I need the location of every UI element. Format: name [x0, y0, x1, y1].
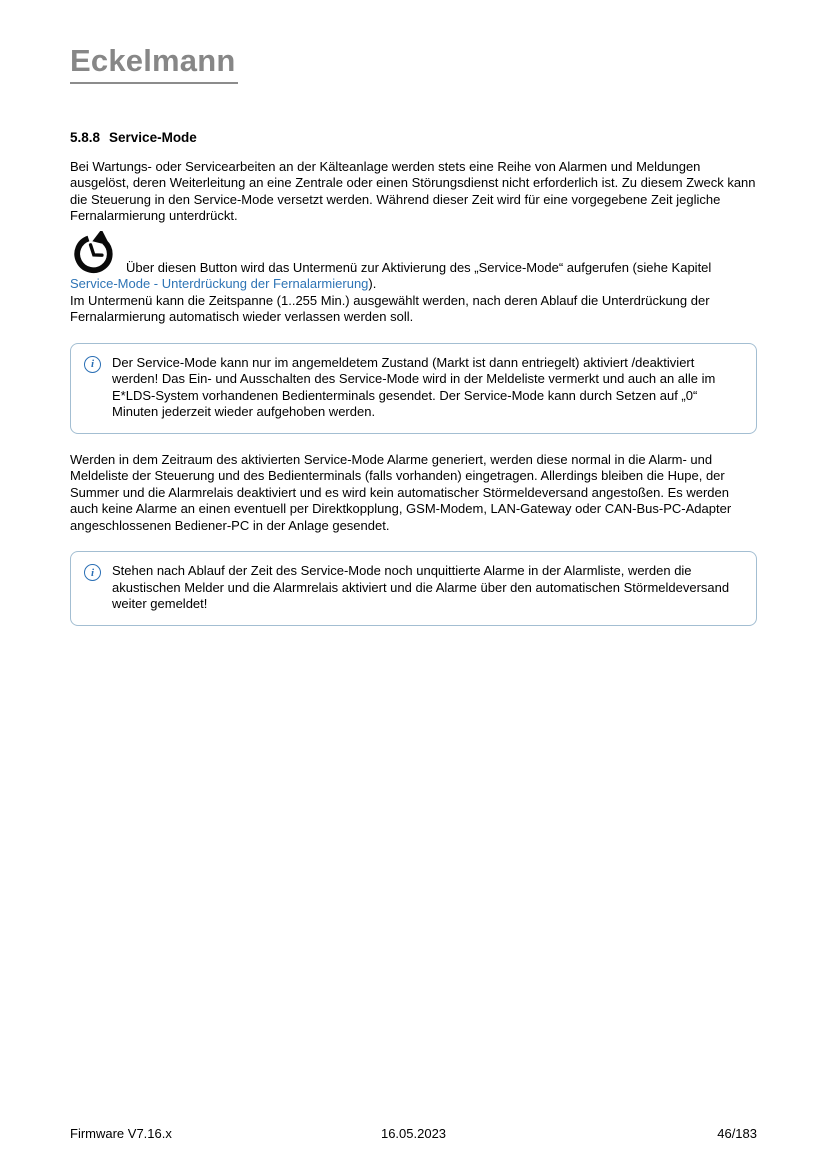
service-mode-submenu-text: Im Untermenü kann die Zeitspanne (1..255 Min.) ausgewählt werden, nach deren Ablauf die Unterdrückung der Fernalarmierung automatisch wieder verlassen werden soll. [70, 292, 710, 325]
service-mode-chapter-link[interactable]: Service-Mode - Unterdrückung der Fernalarmierung [70, 276, 369, 292]
info-box-1 [70, 343, 757, 434]
page-header [70, 45, 757, 84]
intro-paragraph: Bei Wartungs- oder Servicearbeiten an der Kälteanlage werden stets eine Reihe von Alarmen und Meldungen ausgelöst, deren Weiterleitung an eine Zentrale oder einen Störungsdienst nicht erforderlich ist. Zu diesem Zweck kann die Steuerung in den Service-Mode versetzt werden. Während dieser Zeit wird für eine vorgegebene Zeit jegliche Fernalarmierung unterdrückt. [70, 158, 756, 224]
eckelmann-logo: Eckelmann [70, 43, 236, 78]
info-box-1-text: Der Service-Mode kann nur im angemeldetem Zustand (Markt ist dann entriegelt) aktiviert /deaktiviert werden! Das Ein- und Ausschalten des Service-Mode wird in der Meldeliste vermerkt und auch an alle im E*LDS-System vorhandenen Bedienterminals gesendet. Der Service-Mode kann durch Setzen auf „0“ Minuten jederzeit wieder aufgehoben werden. [112, 354, 716, 420]
info-circle-icon: i [84, 356, 101, 373]
section-title: Service-Mode [109, 129, 197, 145]
service-mode-text-after-link: ). [368, 276, 377, 292]
page-footer [70, 1126, 757, 1141]
info-box-2 [70, 551, 757, 626]
section-number: 5.8.8 [70, 129, 101, 145]
service-mode-text-before-link: Über diesen Button wird das Untermenü zur Aktivierung des „Service-Mode“ aufgerufen (siehe Kapitel [126, 259, 712, 275]
page-content [70, 130, 757, 626]
info-box-2-text: Stehen nach Ablauf der Zeit des Service-Mode noch unquittierte Alarme in der Alarmliste, werden die akustischen Melder und die Alarmrelais aktiviert und die Alarme über den automatischen Störmeldeversand weiter gemeldet! [112, 563, 730, 612]
section-heading [70, 130, 757, 145]
service-mode-button-icon [70, 231, 117, 275]
service-mode-paragraph [70, 231, 757, 326]
footer-date: 16.05.2023 [380, 1126, 447, 1141]
info-circle-icon: i [84, 564, 101, 581]
logo-underline [70, 82, 238, 84]
body-paragraph-2: Werden in dem Zeitraum des aktivierten Service-Mode Alarme generiert, werden diese normal in die Alarm- und Meldeliste der Steuerung und des Bedienterminals (falls vorhanden) eingetragen. Allerdings bleiben die Hupe, der Summer und die Alarmrelais deaktiviert und es wird kein automatischer Störmeldeversand angestoßen. Es werden auch keine Alarme an einen eventuell per Direktkopplung, GSM-Modem, LAN-Gateway oder CAN-Bus-PC-Adapter angeschlossenen Bediener-PC in der Anlage gesendet. [70, 451, 732, 533]
footer-page-number: 46/183 [717, 1126, 757, 1141]
footer-firmware-version: Firmware V7.16.x [70, 1126, 172, 1141]
